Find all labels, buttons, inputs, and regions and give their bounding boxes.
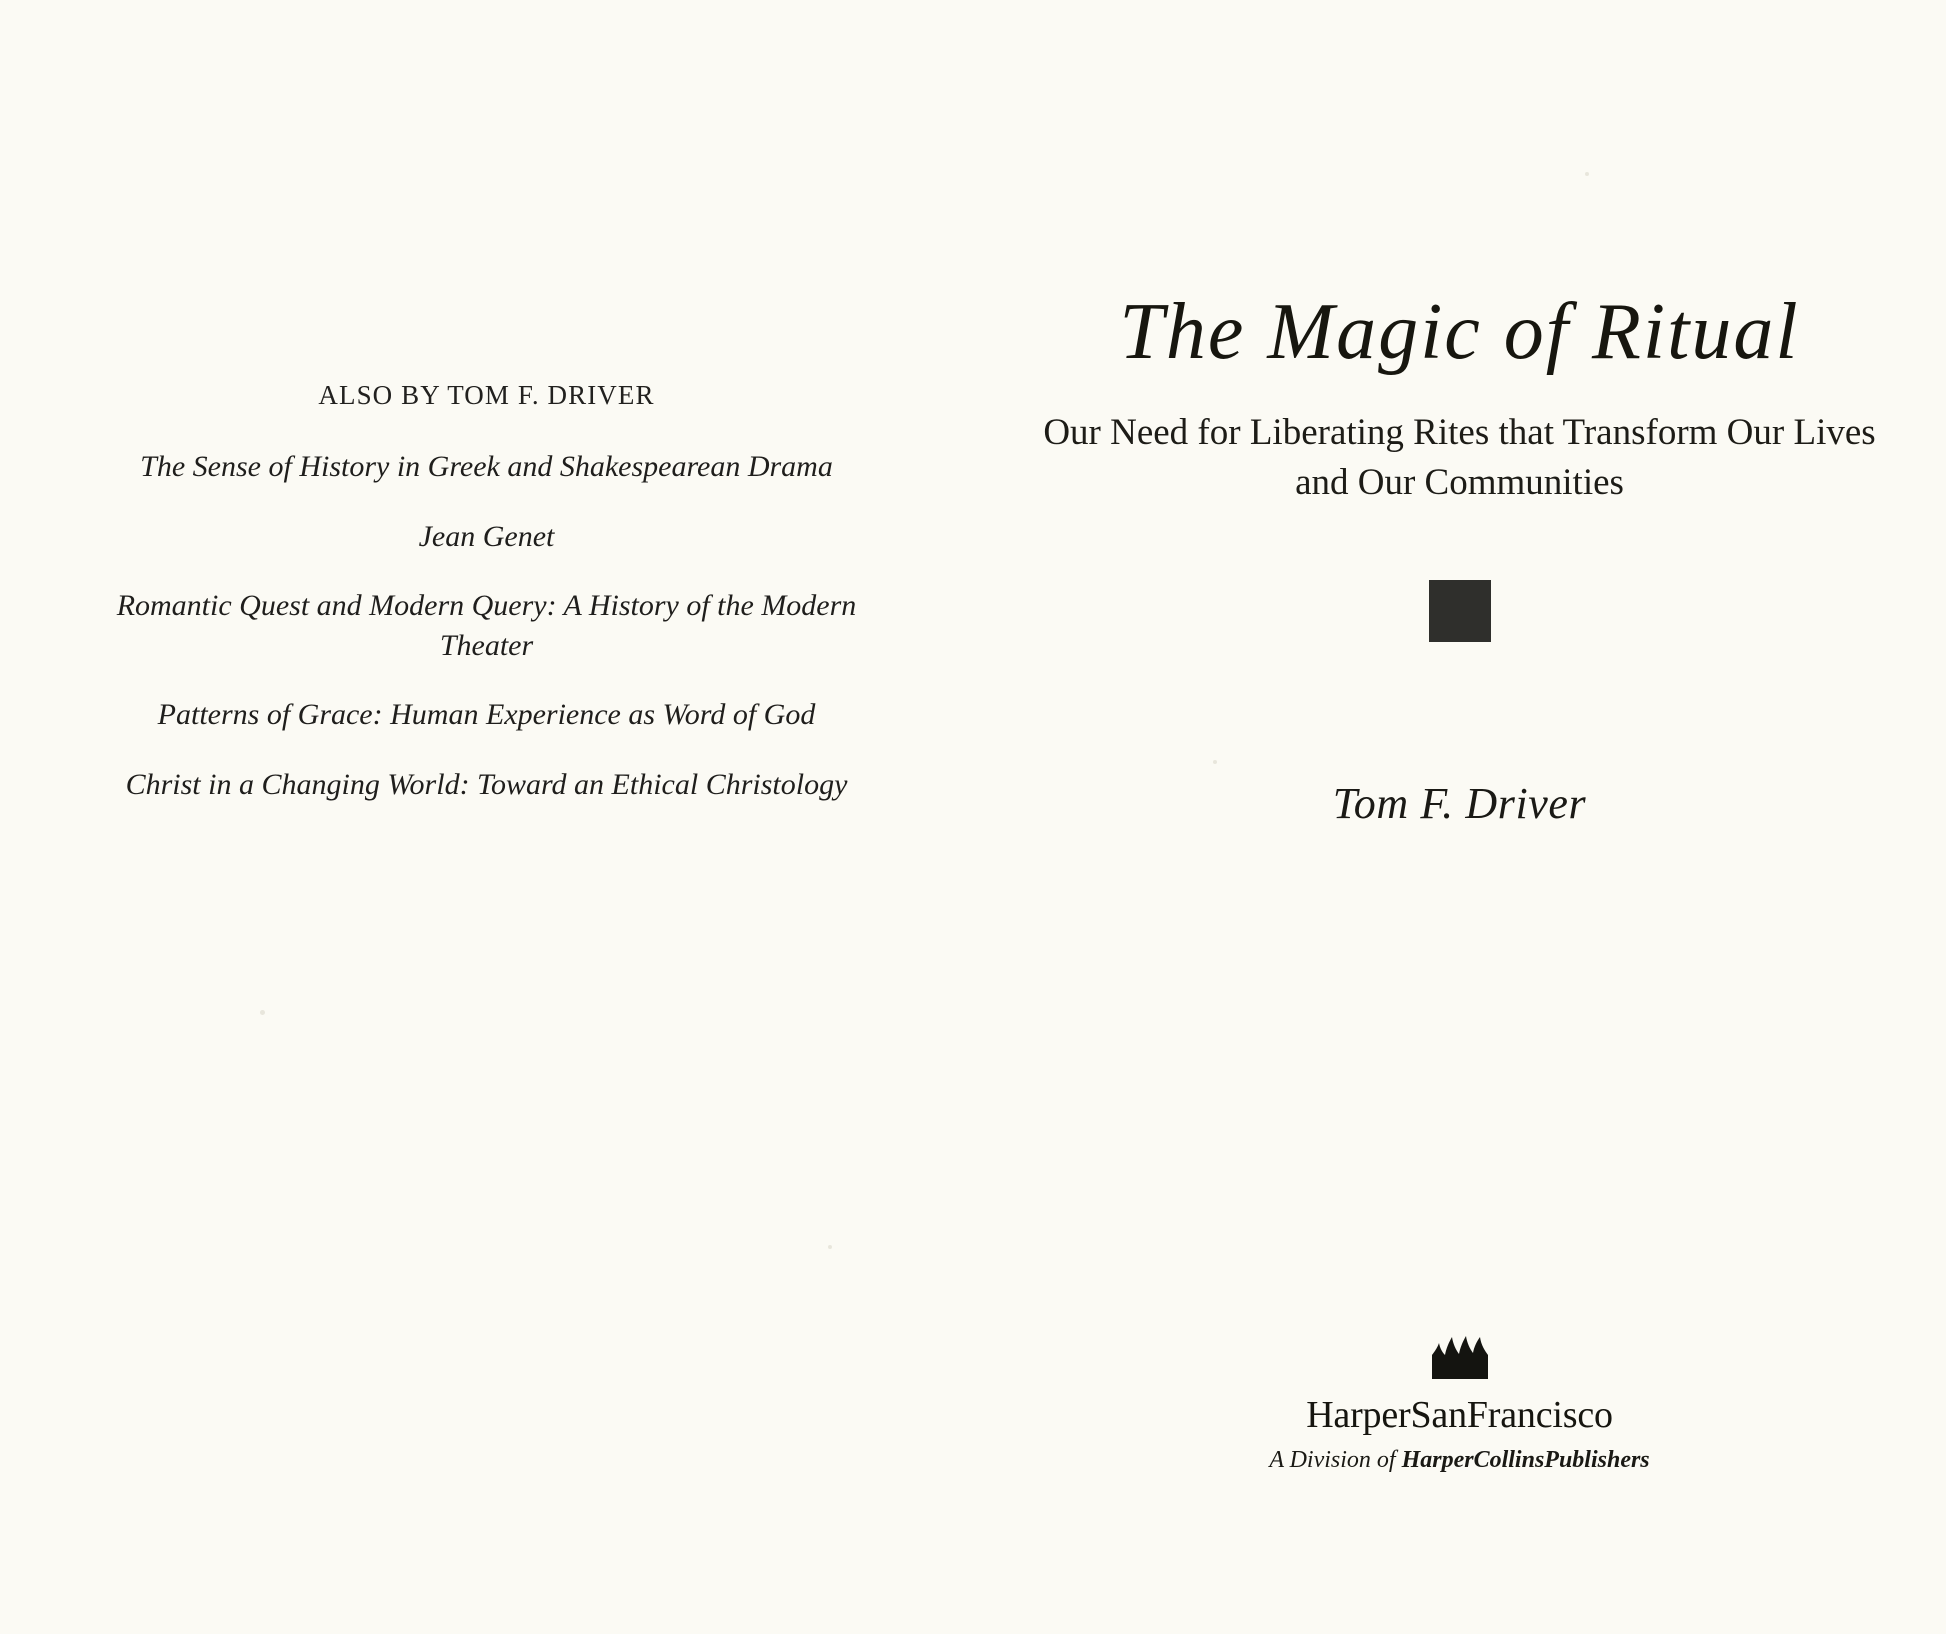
list-item: Jean Genet	[418, 519, 555, 553]
also-by-heading: ALSO BY TOM F. DRIVER	[318, 380, 655, 410]
publisher-division	[973, 1447, 1946, 1474]
publisher-colophon	[973, 1335, 1946, 1474]
recto-page	[973, 0, 1946, 1634]
title-block	[973, 290, 1946, 829]
list-item: Romantic Quest and Modern Query: A History of the Modern Theater	[116, 589, 857, 662]
division-suffix: Publishers	[1544, 1447, 1650, 1473]
paper-speck	[1585, 172, 1589, 176]
list-item: The Sense of History in Greek and Shakespearean Drama	[140, 450, 833, 483]
author-name: Tom F. Driver	[1332, 778, 1587, 828]
also-by-block	[0, 0, 973, 805]
division-prefix: A Division of	[1269, 1447, 1402, 1473]
also-by-list	[0, 447, 973, 805]
black-square-ornament	[1429, 580, 1491, 642]
publisher-name: HarperSanFrancisco	[1306, 1394, 1613, 1436]
paper-speck	[260, 1010, 265, 1015]
paper-speck	[1213, 760, 1217, 764]
list-item: Patterns of Grace: Human Experience as Word of God	[157, 698, 816, 732]
page-subtitle: Our Need for Liberating Rites that Transform Our Lives and Our Communities	[1043, 412, 1876, 503]
harper-flame-icon	[1428, 1335, 1492, 1379]
division-brand: HarperCollins	[1401, 1447, 1545, 1473]
list-item: Christ in a Changing World: Toward an Ethical Christology	[125, 767, 848, 801]
paper-speck	[828, 1245, 832, 1249]
page-title: The Magic of Ritual	[1119, 288, 1800, 376]
